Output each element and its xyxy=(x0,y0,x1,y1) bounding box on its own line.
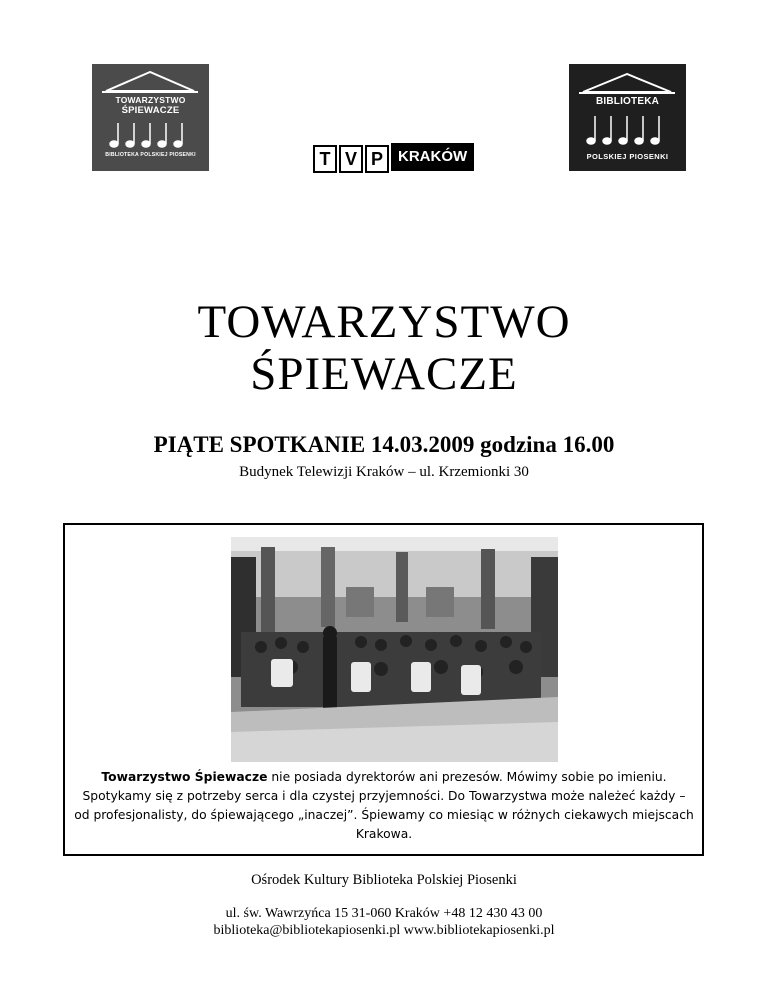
tvp-city: KRAKÓW xyxy=(391,143,474,171)
logo-left-line1: TOWARZYSTWO xyxy=(115,95,186,105)
logo-right-line1: BIBLIOTEKA xyxy=(595,96,660,107)
title-line1: TOWARZYSTWO xyxy=(197,296,571,348)
logo-left-line2: ŚPIEWACZE xyxy=(121,105,180,116)
footer-organization: Ośrodek Kultury Biblioteka Polskiej Piosenki xyxy=(251,872,517,888)
footer-contact: biblioteka@bibliotekapiosenki.pl www.bibliotekapiosenki.pl xyxy=(213,923,555,938)
biblioteka-polskiej-piosenki-logo xyxy=(569,64,686,171)
event-location: Budynek Telewizji Kraków – ul. Krzemionki 30 xyxy=(239,464,529,480)
towarzystwo-spiewacze-logo xyxy=(92,64,209,171)
tvp-letter-v: V xyxy=(339,145,363,173)
logo-right-line3: POLSKIEJ PIOSENKI xyxy=(586,152,669,161)
page-title xyxy=(0,296,768,400)
logo-left-line3: BIBLIOTEKA POLSKIEJ PIOSENKI xyxy=(105,152,196,158)
tvp-krakow-logo xyxy=(313,143,474,171)
footer-contact-block xyxy=(0,905,768,939)
description-lead: Towarzystwo Śpiewacze xyxy=(101,770,268,784)
tvp-letter-t: T xyxy=(313,145,337,173)
tvp-letter-p: P xyxy=(365,145,389,173)
description-text: nie posiada dyrektorów ani prezesów. Mówimy sobie po imieniu. Spotykamy się z potrzeby serca i dla czystej przyjemności. Do Towarzystwa może należeć każdy – od profesjonalisty, do śpiewającego „inaczej”. Śpiewamy co miesiąc w różnych ciekawych miejscach Krakowa. xyxy=(74,770,694,841)
title-line2: ŚPIEWACZE xyxy=(250,348,518,400)
footer-address: ul. św. Wawrzyńca 15 31-060 Kraków +48 12 430 43 00 xyxy=(225,906,543,921)
event-heading: PIĄTE SPOTKANIE 14.03.2009 godzina 16.00 xyxy=(153,432,615,457)
description xyxy=(73,768,695,844)
audience-photo xyxy=(231,537,558,762)
